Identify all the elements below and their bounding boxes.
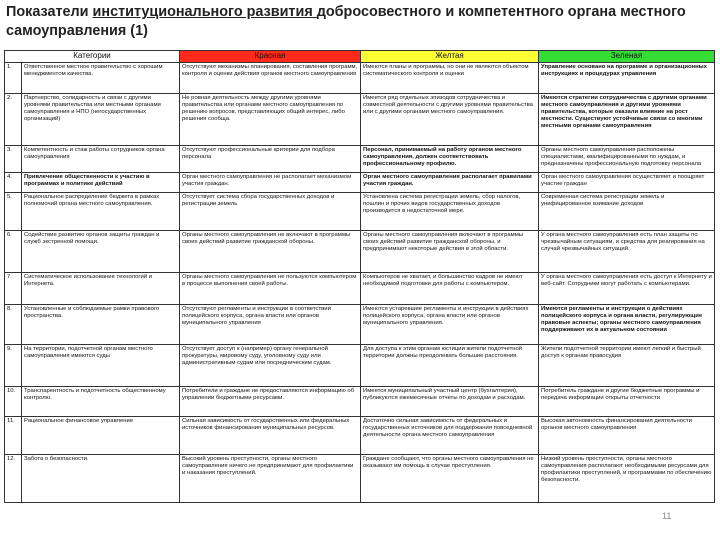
row-red-cell: Отсутствуют профессиональные критерии для подбора персонала [180, 146, 361, 173]
row-green-cell: Управление основано на программе и организационных инструкциях и процедурах управления [539, 63, 715, 94]
indicators-table [4, 50, 715, 503]
row-yellow-cell: Орган местного самоуправления располагает правилами участия граждан. [361, 173, 539, 193]
row-category: Транспарентность и подотчетность общественному контролю. [22, 387, 180, 417]
row-category: Содействие развитию органов защиты граждан и служб экстренной помощи. [22, 231, 180, 273]
row-category: Партнерство, солидарность и связи с другими уровнями правительства или местными органами самоуправления и НПО (негосударственных организаций) [22, 94, 180, 146]
row-green-cell: Орган местного самоуправления осуществляет и поощряет участие граждан [539, 173, 715, 193]
slide-title [6, 3, 714, 41]
table-row [5, 345, 715, 387]
row-red-cell: Органы местного самоуправления не включают в программы своих действий развитие гражданской обороны. [180, 231, 361, 273]
row-category: Ответственное местное правительство с хорошим менеджментом качества. [22, 63, 180, 94]
table-row [5, 305, 715, 345]
table-row [5, 455, 715, 503]
row-green-cell: У органа местного самоуправления есть доступ к Интернету и веб-сайт. Сотрудники могут работать с компьютерами. [539, 273, 715, 305]
row-yellow-cell: Персонал, принимаемый на работу органом местного самоуправления, должен соответствовать профессиональному профилю. [361, 146, 539, 173]
table-row [5, 193, 715, 231]
table-row [5, 387, 715, 417]
title-part-3: добросовестного и компетентного органа местного самоуправления (1) [6, 4, 686, 39]
row-yellow-cell: Установлена система регистрации земель, сбор налогов, пошлин и прочих видов государственных доходов производится в недостаточной мере. [361, 193, 539, 231]
row-number: 4. [5, 173, 22, 193]
row-red-cell: Потребители и граждане не предоставляются информацию об управлении бюджетными ресурсами. [180, 387, 361, 417]
row-category: Рациональное распределение бюджета в рамках полномочий органа местного самоуправления. [22, 193, 180, 231]
row-category: Привлечение общественности к участию в программах и политике действий [22, 173, 180, 193]
title-part-1: Показатели [6, 4, 93, 20]
row-category: Компетентность и стаж работы сотрудников органа самоуправления [22, 146, 180, 173]
table-row [5, 63, 715, 94]
row-red-cell: Отсутствует доступ к (например) органу генеральной прокуратуры, мировому суду, уголовному суду или административным судам или посредническим судам. [180, 345, 361, 387]
row-category: На территории, подотчетной органам местного самоуправления имеются суды [22, 345, 180, 387]
page-number: 11 [662, 511, 672, 521]
title-part-underlined: институционального развития [92, 4, 317, 20]
row-yellow-cell: Имеется муниципальный участный центр (бухгалтерия), публикуются ежемесячные отчеты по доходам и расходам. [361, 387, 539, 417]
header-category: Категории [5, 51, 180, 63]
row-number: 1. [5, 63, 22, 94]
row-yellow-cell: Компьютеров не хватает, и большинство кадров не имеют необходимой подготовки для работы с компьютером. [361, 273, 539, 305]
row-yellow-cell: Органы местного самоуправления включают в программы своих действий развитие гражданской обороны, и предпринимают некоторые действия в этой области. [361, 231, 539, 273]
row-number: 12. [5, 455, 22, 503]
table-row [5, 94, 715, 146]
row-number: 5. [5, 193, 22, 231]
row-number: 7. [5, 273, 22, 305]
row-red-cell: Отсутствуют регламенты и инструкции в соответствии полицейского корпуса, органа власти или органов муниципального управления [180, 305, 361, 345]
row-green-cell: У органа местного самоуправления есть план защиты по чрезвычайным ситуациям, и средства для реагирования на случай чрезвычайных ситуаций. [539, 231, 715, 273]
table-row [5, 231, 715, 273]
row-red-cell: Отсутствует система сбора государственных доходов и регистрации земель [180, 193, 361, 231]
row-number: 8. [5, 305, 22, 345]
row-number: 10. [5, 387, 22, 417]
row-green-cell: Жители подотчетной территории имеют легкий и быстрый доступ к органам правосудия [539, 345, 715, 387]
row-number: 9. [5, 345, 22, 387]
row-yellow-cell: Граждане сообщают, что органы местного самоуправления не оказывают им помощь в случае преступления. [361, 455, 539, 503]
table-row [5, 146, 715, 173]
row-yellow-cell: Имеется ряд отдельных эпизодов сотрудничества и совместной деятельности с другими уровнями правительства или с другими органами местного самоуправления. [361, 94, 539, 146]
row-green-cell: Органы местного самоуправления расположены специалистами, квалифицированными по нуждам, и предназначены профессиональную подготовку персонала [539, 146, 715, 173]
table-row [5, 417, 715, 455]
table-header-row [5, 51, 715, 63]
row-green-cell: Высокая автономность финансирования деятельности органов местного самоуправления [539, 417, 715, 455]
row-number: 11. [5, 417, 22, 455]
table-row [5, 273, 715, 305]
row-red-cell: Орган местного самоуправления не располагает механизмом участия граждан. [180, 173, 361, 193]
row-green-cell: Низкий уровень преступности, органы местного самоуправления располагают необходимыми ресурсами для профилактики преступлений, и программами по обеспечению безопасности. [539, 455, 715, 503]
row-yellow-cell: Для доступа к этим органам юстиции жители подотчетной территории должны преодолевать большие расстояния. [361, 345, 539, 387]
row-red-cell: Не ровная деятельность между другими уровнями правительства или органами местного самоуправления по решению вопросов, представляющих общий интерес, либо решения сообща. [180, 94, 361, 146]
row-category: Забота о безопасности. [22, 455, 180, 503]
row-green-cell: Потребитель граждане и другие бюджетные программы и передача информации открыты отчетности [539, 387, 715, 417]
row-green-cell: Имеются регламенты и инструкции о действиях полицейского корпуса и органа власти, регулирующие правовые аспекты; органы местного самоуправления поддерживают их в актуальном состоянии [539, 305, 715, 345]
row-red-cell: Отсутствуют механизмы планирования, составления программ, контроля и оценки действия органов местного самоуправления [180, 63, 361, 94]
row-red-cell: Сильная зависимость от государственных или федеральных источников финансирования муниципальных ресурсов. [180, 417, 361, 455]
row-green-cell: Современная система регистрации земель и унифицированное взимание доходов [539, 193, 715, 231]
row-number: 3. [5, 146, 22, 173]
row-green-cell: Имеются стратегии сотрудничества с другими органами местного самоуправления и другими уровнями правительства, которые оказали влияние на рост местности. Существуют устойчивые связи со многими местными органами самоуправления [539, 94, 715, 146]
row-number: 6. [5, 231, 22, 273]
row-yellow-cell: Имеются устаревшие регламенты и инструкции в действиях полицейского корпуса, органа власти или органов муниципального управления. [361, 305, 539, 345]
row-category: Систематическое использование технологий и Интернета. [22, 273, 180, 305]
table-row [5, 173, 715, 193]
row-category: Установленные и соблюдаемые рамки правового пространства. [22, 305, 180, 345]
header-red: Красная [180, 51, 361, 63]
header-yellow: Желтая [361, 51, 539, 63]
row-red-cell: Органы местного самоуправления не пользуются компьютером в процессе выполнения своей работы. [180, 273, 361, 305]
row-number: 2. [5, 94, 22, 146]
header-green: Зеленая [539, 51, 715, 63]
row-yellow-cell: Достаточно сильная зависимость от федеральных и государственных источников для поддержания повседневной деятельности органа местного самоуправления [361, 417, 539, 455]
row-category: Рациональное финансовое управление [22, 417, 180, 455]
row-yellow-cell: Имеются планы и программы, но они не являются объектом систематического контроля и оценки [361, 63, 539, 94]
row-red-cell: Высокий уровень преступности, органы местного самоуправления ничего не предпринимают для профилактики и наказания преступлений. [180, 455, 361, 503]
